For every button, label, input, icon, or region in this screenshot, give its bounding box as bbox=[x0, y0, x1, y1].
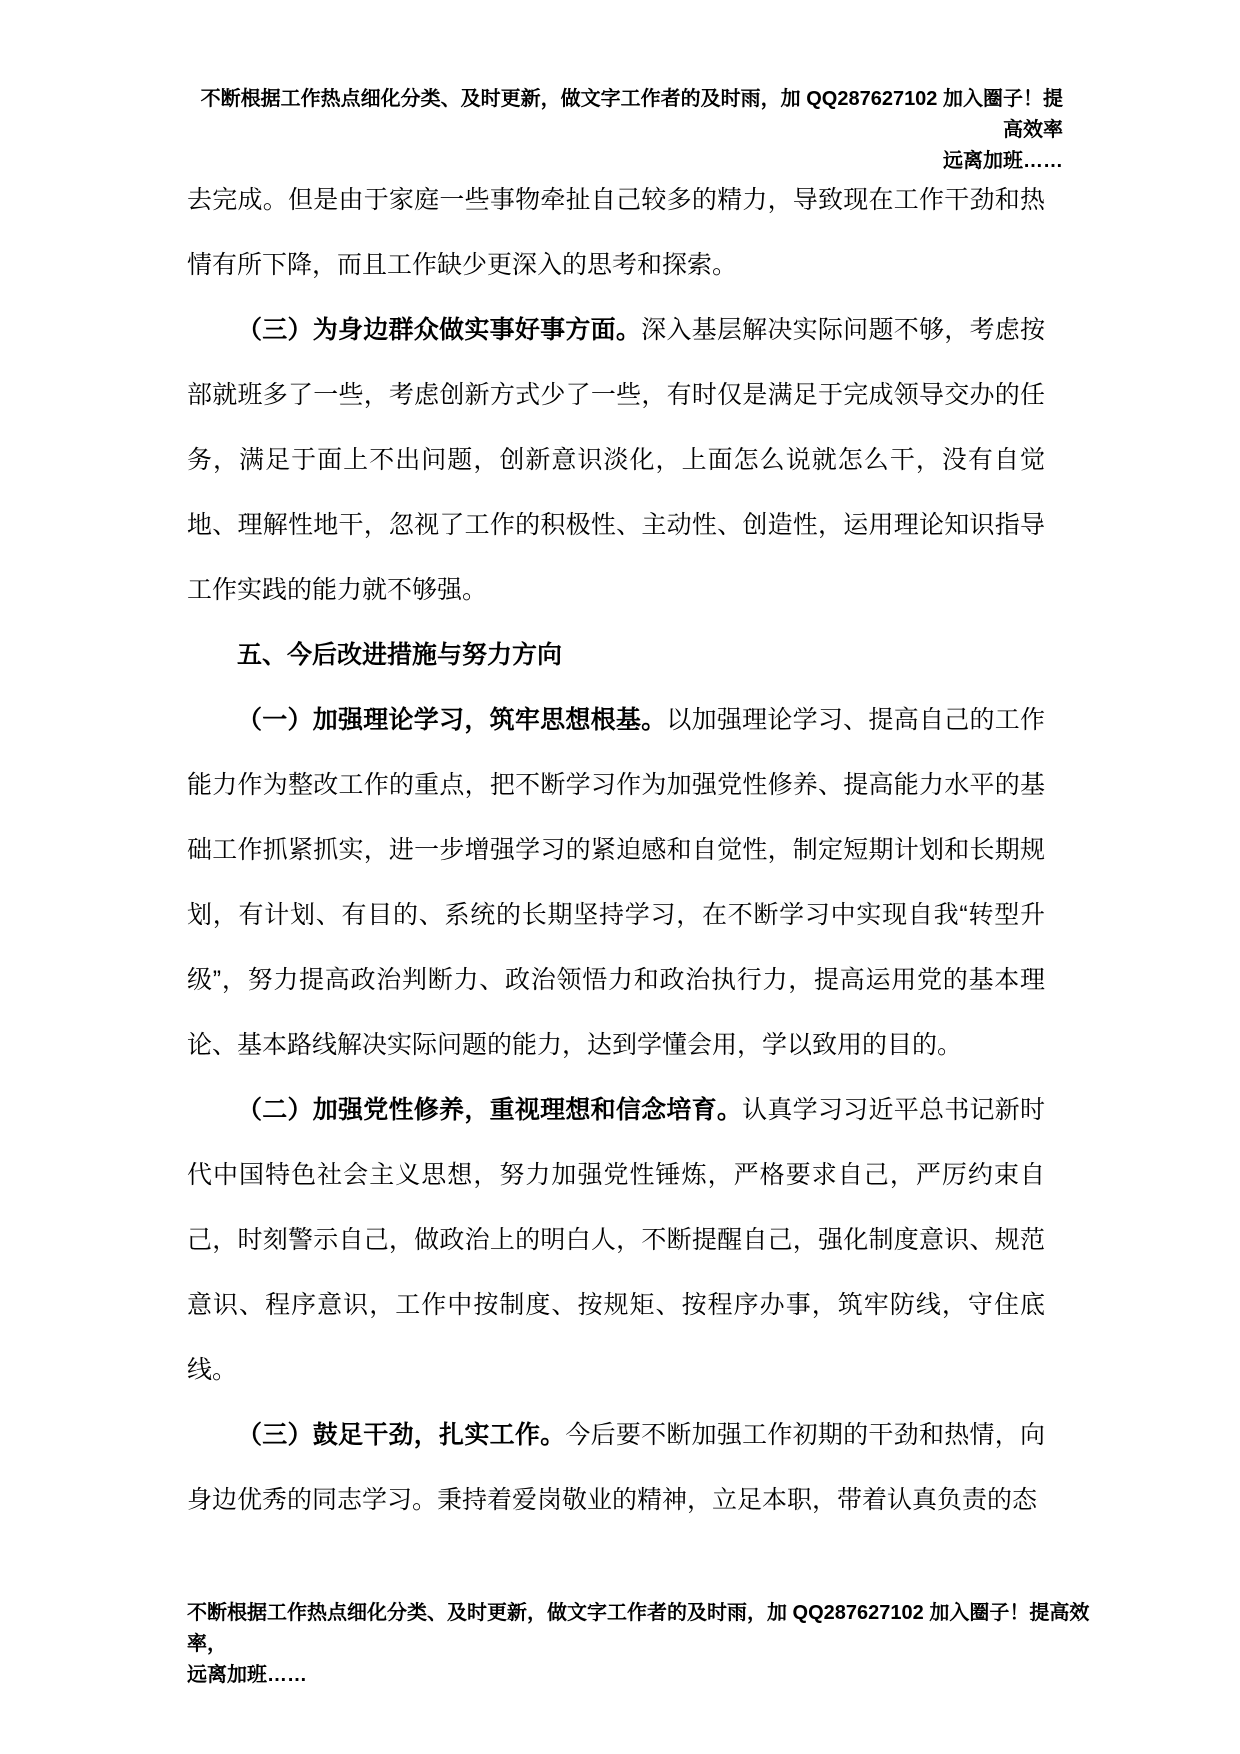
heading-part-5 bbox=[187, 623, 1045, 688]
header-line-2: 远离加班…… bbox=[943, 150, 1063, 172]
document-body bbox=[187, 168, 1045, 1533]
page-header bbox=[187, 84, 1063, 177]
bold-text-run: 五、今后改进措施与努力方向 bbox=[237, 641, 563, 669]
footer-line-2: 远离加班…… bbox=[187, 1664, 307, 1686]
text-run: 以加强理论学习、提高自己的工作能力作为整改工作的重点，把不断学习作为加强党性修养、提高能力水平的基础工作抓紧抓实，进一步增强学习的紧迫感和自觉性，制定短期计划和长期规划，有计划、有目的、系统的长期坚持学习，在不断学习中实现自我“转型升级”，努力提高政治判断力、政治领悟力和政治执行力，提高运用党的基本理论、基本路线解决实际问题的能力，达到学懂会用，学以致用的目的。 bbox=[187, 706, 1045, 1059]
text-run: 深入基层解决实际问题不够，考虑按部就班多了一些，考虑创新方式少了一些，有时仅是满足于完成领导交办的任务，满足于面上不出问题，创新意识淡化，上面怎么说就怎么干，没有自觉地、理解性地干，忽视了工作的积极性、主动性、创造性，运用理论知识指导工作实践的能力就不够强。 bbox=[187, 316, 1045, 604]
text-run: 去完成。但是由于家庭一些事物牵扯自己较多的精力，导致现在工作干劲和热情有所下降，而且工作缺少更深入的思考和探索。 bbox=[187, 186, 1045, 279]
para-measure-2-party-spirit bbox=[187, 1078, 1045, 1403]
footer-line-1: 不断根据工作热点细化分类、及时更新，做文字工作者的及时雨，加 QQ287627102 加入圈子！提高效率， bbox=[187, 1602, 1090, 1655]
bold-text-run: （二）加强党性修养，重视理想和信念培育。 bbox=[237, 1096, 743, 1124]
para-continuation bbox=[187, 168, 1045, 298]
text-run: 今后要不断加强工作初期的干劲和热情，向身边优秀的同志学习。秉持着爱岗敬业的精神，立足本职，带着认真负责的态 bbox=[187, 1421, 1045, 1514]
page-footer bbox=[187, 1598, 1090, 1691]
text-run: 认真学习习近平总书记新时代中国特色社会主义思想，努力加强党性锤炼，严格要求自己，严厉约束自己，时刻警示自己，做政治上的明白人，不断提醒自己，强化制度意识、规范意识、程序意识，工作中按制度、按规矩、按程序办事，筑牢防线，守住底线。 bbox=[187, 1096, 1045, 1384]
header-line-1: 不断根据工作热点细化分类、及时更新，做文字工作者的及时雨，加 QQ287627102 加入圈子！提高效率 bbox=[200, 88, 1063, 141]
para-section-3-serve-masses bbox=[187, 298, 1045, 623]
bold-text-run: （一）加强理论学习，筑牢思想根基。 bbox=[237, 706, 667, 734]
para-measure-3-work-hard bbox=[187, 1403, 1045, 1533]
bold-text-run: （三）鼓足干劲，扎实工作。 bbox=[237, 1421, 566, 1449]
bold-text-run: （三）为身边群众做实事好事方面。 bbox=[237, 316, 642, 344]
para-measure-1-theory-study bbox=[187, 688, 1045, 1078]
